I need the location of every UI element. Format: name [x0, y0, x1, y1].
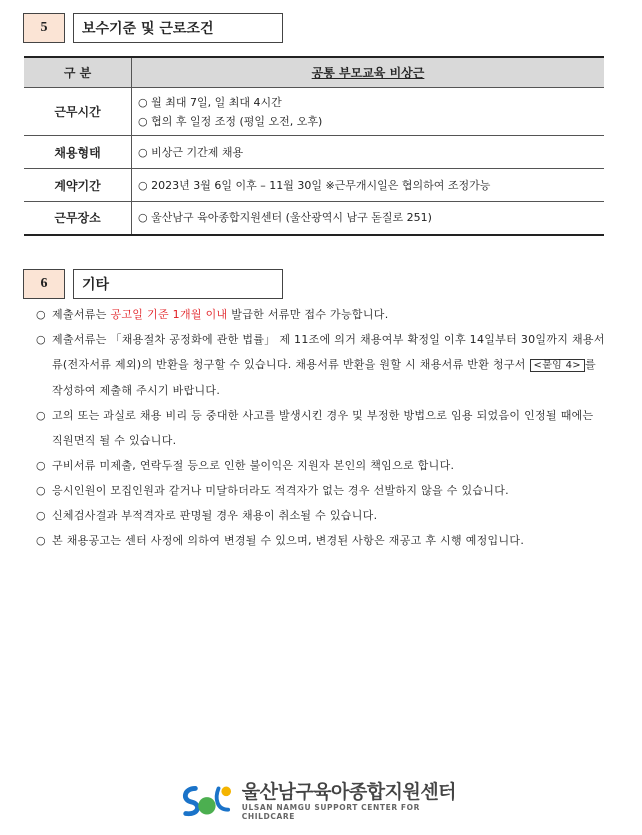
- table-row: [24, 88, 604, 136]
- header-value: 공통 부모교육 비상근: [132, 57, 605, 88]
- bullet: ○: [138, 95, 152, 109]
- bullet: ○: [36, 509, 46, 522]
- row-value: ○ 울산남구 육아종합지원센터 (울산광역시 남구 돋질로 251): [132, 202, 605, 235]
- table-header-row: [24, 57, 604, 88]
- section-title: 보수기준 및 근로조건: [73, 13, 283, 43]
- working-conditions-table: [24, 56, 604, 236]
- section-number: 6: [23, 269, 65, 299]
- bullet: ○: [36, 333, 46, 346]
- list-item: ○ 구비서류 미제출, 연락두절 등으로 인한 불이익은 지원자 본인의 책임으로 합니다.: [36, 453, 608, 478]
- row-label: 근무시간: [24, 88, 132, 136]
- table-row: [24, 136, 604, 169]
- section-5-header: [23, 13, 283, 43]
- header-category: 구 분: [24, 57, 132, 88]
- section-title: 기타: [73, 269, 283, 299]
- bullet: ○: [36, 484, 46, 497]
- list-item: ○ 응시인원이 모집인원과 같거나 미달하더라도 적격자가 없는 경우 선발하지 않을 수 있습니다.: [36, 478, 608, 503]
- section-number: 5: [23, 13, 65, 43]
- row-value: ○ 비상근 기간제 채용: [132, 136, 605, 169]
- row-label: 채용형태: [24, 136, 132, 169]
- notes-list: [36, 302, 608, 553]
- footer-logo: [178, 778, 468, 823]
- list-item: ○ 고의 또는 과실로 채용 비리 등 중대한 사고를 발생시킨 경우 및 부정한 방법으로 임용 되었음이 인정될 때에는 직원면직 될 수 있습니다.: [36, 403, 608, 453]
- bullet: ○: [36, 409, 46, 422]
- attachment-ref: <붙임 4>: [530, 359, 585, 372]
- row-value: ○ 월 최대 7일, 일 최대 4시간 ○ 협의 후 일정 조정 (평일 오전, 오후): [132, 88, 605, 136]
- bullet: ○: [138, 114, 152, 128]
- org-name-english: ULSAN NAMGU SUPPORT CENTER FOR CHILDCARE: [241, 802, 420, 821]
- list-item: ○ 제출서류는 「채용절차 공정화에 관한 법률」 제 11조에 의거 채용여부 확정일 이후 14일부터 30일까지 채용서류(전자서류 제외)의 반환을 청구할 수 있습니다. 채용서류 반환을 원할 시 채용서류 반환 청구서 <붙임 4> 를 작성하여 제출해 주시기 바랍니다.: [36, 327, 608, 403]
- center-logo-icon: [178, 780, 238, 822]
- bullet: ○: [138, 211, 152, 225]
- table-row: [24, 169, 604, 202]
- bullet: ○: [36, 534, 46, 547]
- row-value: ○ 2023년 3월 6일 이후 – 11월 30일 ※근무개시일은 협의하여 조정가능: [132, 169, 605, 202]
- deadline-highlight: 공고일 기준 1개월 이내: [110, 308, 228, 321]
- bullet: ○: [138, 178, 152, 192]
- bullet: ○: [138, 145, 152, 159]
- table-row: [24, 202, 604, 235]
- row-label: 계약기간: [24, 169, 132, 202]
- list-item: ○ 본 채용공고는 센터 사정에 의하여 변경될 수 있으며, 변경된 사항은 재공고 후 시행 예정입니다.: [36, 528, 608, 553]
- bullet: ○: [36, 459, 46, 472]
- list-item: ○ 제출서류는 공고일 기준 1개월 이내 발급한 서류만 접수 가능합니다.: [36, 302, 608, 327]
- section-6-header: [23, 269, 283, 299]
- row-label: 근무장소: [24, 202, 132, 235]
- bullet: ○: [36, 308, 46, 321]
- list-item: ○ 신체검사결과 부적격자로 판명될 경우 채용이 취소될 수 있습니다.: [36, 503, 608, 528]
- org-name: 울산남구육아종합지원센터: [241, 780, 457, 803]
